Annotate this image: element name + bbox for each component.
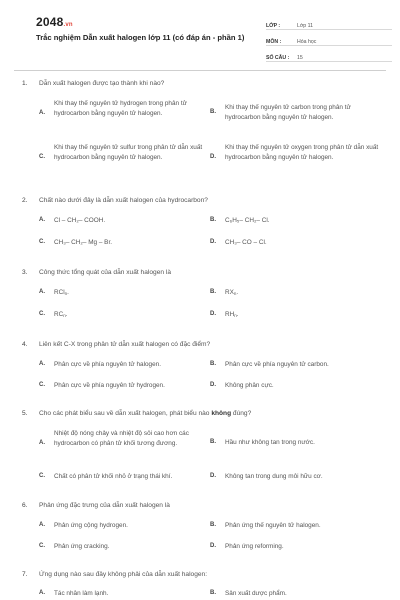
document-title: Trắc nghiệm Dẫn xuất halogen lớp 11 (có đáp án - phần 1) — [36, 33, 245, 42]
option-text-c: $RC_n$. — [54, 311, 68, 318]
question-3 — [22, 268, 380, 323]
option-text-b: Sản xuất dược phẩm. — [225, 590, 287, 597]
question-number: 1. — [22, 80, 28, 87]
option-letter-c: C. — [39, 239, 45, 245]
option-letter-b: B. — [210, 439, 216, 445]
option-letter-b: B. — [210, 289, 216, 295]
option-d[interactable] — [210, 472, 380, 482]
option-text-c: Khi thay thế nguyên tử sulfur trong phân tử dẫn xuất hydrocarbon bằng nguyên tử halogen. — [54, 144, 203, 161]
question-1 — [22, 79, 380, 184]
question-number: 2. — [22, 197, 28, 204]
option-letter-b: B. — [210, 109, 216, 115]
question-text: Chất nào dưới đây là dẫn xuất halogen của hydrocarbon? — [39, 197, 208, 204]
option-letter-d: D. — [210, 153, 216, 160]
option-text-c: Phân cực về phía nguyên tử hydrogen. — [54, 382, 165, 389]
meta-value-subject: Hóa học — [297, 39, 317, 45]
option-letter-c: C. — [39, 473, 45, 479]
option-letter-a: A. — [39, 361, 45, 367]
header-divider — [14, 70, 386, 71]
meta-label-class: LỚP : — [266, 23, 281, 29]
option-text-b: Hầu như không tan trong nước. — [225, 439, 315, 446]
question-stem — [22, 570, 380, 579]
option-d[interactable] — [210, 238, 380, 248]
question-text-before: Cho các phát biểu sau về dẫn xuất halogen, phát biểu nào — [39, 410, 212, 417]
question-text: Dẫn xuất halogen được tạo thành khi nào? — [39, 80, 165, 87]
option-c[interactable] — [39, 238, 217, 248]
option-a[interactable] — [39, 360, 217, 370]
logo-main: 2048 — [36, 15, 64, 29]
question-stem — [22, 340, 380, 349]
option-c[interactable] — [39, 472, 217, 482]
option-text-a: Cl – CH₂– COOH. — [54, 217, 106, 224]
option-letter-a: A. — [39, 439, 45, 446]
question-text — [39, 409, 251, 418]
option-text-a: Khi thay thế nguyên tử hydrogen trong phân tử hydrocarbon bằng nguyên tử halogen. — [54, 100, 187, 117]
question-number: 6. — [22, 502, 28, 509]
option-letter-a: A. — [39, 590, 45, 596]
site-logo[interactable] — [36, 15, 73, 29]
option-letter-d: D. — [210, 382, 216, 388]
formula-subscript: n — [233, 291, 237, 296]
option-c[interactable] — [39, 381, 217, 391]
meta-label-count: SỐ CÂU : — [266, 55, 290, 61]
formula-subscript: n — [64, 291, 68, 296]
question-number: 3. — [22, 269, 28, 276]
option-d[interactable] — [210, 143, 380, 162]
option-b[interactable] — [210, 216, 380, 226]
question-number: 4. — [22, 341, 28, 348]
option-b[interactable] — [210, 288, 380, 299]
option-a[interactable] — [39, 589, 217, 599]
meta-row-count — [266, 46, 392, 62]
option-text-a: RCl$_n$. — [54, 289, 69, 296]
option-text-b: $RX_n$. — [225, 289, 239, 296]
question-text: Liên kết C-X trong phân tử dẫn xuất halogen có đặc điểm? — [39, 341, 211, 348]
option-text-c: Phản ứng cracking. — [54, 543, 110, 550]
option-letter-c: C. — [39, 311, 45, 317]
meta-row-class — [266, 14, 392, 30]
option-a[interactable] — [39, 216, 217, 226]
option-text-d: Khi thay thế nguyên tử oxygen trong phân tử dẫn xuất hydrocarbon bằng nguyên tử halogen. — [225, 144, 379, 161]
option-a[interactable] — [39, 288, 217, 299]
option-letter-c: C. — [39, 153, 45, 160]
formula-subscript: n — [63, 313, 66, 318]
option-text-d: $RH_n$. — [225, 311, 239, 318]
question-2 — [22, 196, 380, 251]
meta-row-subject — [266, 30, 392, 46]
question-stem — [22, 268, 380, 277]
question-4 — [22, 340, 380, 395]
meta-label-subject: MÔN : — [266, 39, 282, 45]
question-stem — [22, 196, 380, 205]
option-text-c: Chất có phân tử khối nhỏ ở trạng thái khí. — [54, 473, 173, 480]
option-letter-d: D. — [210, 473, 216, 479]
option-d[interactable] — [210, 542, 380, 552]
option-letter-b: B. — [210, 590, 216, 596]
option-letter-d: D. — [210, 311, 216, 317]
logo-tld: .vn — [63, 22, 73, 28]
option-text-b: C₆H₅– CH₂– Cl. — [225, 217, 270, 224]
question-stem — [22, 409, 380, 418]
meta-value-class: Lớp 11 — [297, 23, 313, 29]
option-letter-b: B. — [210, 361, 216, 367]
question-text: Công thức tổng quát của dẫn xuất halogen là — [39, 269, 171, 276]
question-5 — [22, 409, 380, 489]
option-a[interactable] — [39, 99, 217, 118]
option-text-a: Phản ứng cộng hydrogen. — [54, 522, 128, 529]
option-text-a: Phân cực về phía nguyên tử halogen. — [54, 361, 161, 368]
page-header — [14, 0, 386, 70]
option-text-b: Phân cực về phía nguyên tử carbon. — [225, 361, 329, 368]
option-c[interactable] — [39, 310, 217, 321]
question-text: Phản ứng đặc trưng của dẫn xuất halogen là — [39, 502, 170, 509]
option-c[interactable] — [39, 542, 217, 552]
option-d[interactable] — [210, 310, 380, 321]
formula-subscript: n — [234, 313, 237, 318]
question-stem — [22, 501, 380, 510]
option-text-d: CH₃– CO – Cl. — [225, 239, 267, 246]
option-letter-a: A. — [39, 522, 45, 528]
option-text-c: CH₃– CH₂– Mg – Br. — [54, 239, 112, 246]
question-6 — [22, 501, 380, 556]
meta-value-count: 15 — [297, 55, 303, 61]
question-7 — [22, 570, 380, 600]
option-d[interactable] — [210, 381, 380, 391]
question-text-emphasis: không — [211, 410, 232, 417]
question-text-after: đúng? — [231, 410, 252, 417]
question-stem — [22, 79, 380, 88]
option-letter-d: D. — [210, 239, 216, 245]
option-a[interactable] — [39, 521, 217, 531]
option-b[interactable] — [210, 360, 380, 370]
question-number: 5. — [22, 410, 28, 417]
option-letter-c: C. — [39, 543, 45, 549]
option-letter-a: A. — [39, 109, 45, 116]
option-letter-d: D. — [210, 543, 216, 549]
option-text-d: Phản ứng reforming. — [225, 543, 284, 550]
option-text-b: Phản ứng thế nguyên tử halogen. — [225, 522, 321, 529]
option-letter-a: A. — [39, 289, 45, 295]
option-b[interactable] — [210, 103, 380, 122]
option-text-a: Tác nhân làm lạnh. — [54, 590, 109, 597]
option-letter-a: A. — [39, 217, 45, 223]
option-letter-b: B. — [210, 522, 216, 528]
option-b[interactable] — [210, 589, 380, 599]
option-text-a: Nhiệt độ nóng chảy và nhiệt độ sôi cao hơn các hydrocarbon có phân tử khối tương đương. — [54, 430, 189, 447]
question-text: Ứng dụng nào sau đây không phải của dẫn xuất halogen: — [39, 571, 208, 578]
option-a[interactable] — [39, 429, 207, 448]
document-meta — [266, 14, 392, 62]
option-letter-c: C. — [39, 382, 45, 388]
option-b[interactable] — [210, 521, 380, 531]
option-letter-b: B. — [210, 217, 216, 223]
option-text-d: Không phân cực. — [225, 382, 274, 389]
option-b[interactable] — [210, 438, 380, 448]
option-text-d: Không tan trong dung môi hữu cơ. — [225, 473, 323, 480]
option-c[interactable] — [39, 143, 217, 162]
option-text-b: Khi thay thế nguyên tử carbon trong phân tử hydrocarbon bằng nguyên tử halogen. — [225, 104, 351, 121]
question-number: 7. — [22, 571, 28, 578]
